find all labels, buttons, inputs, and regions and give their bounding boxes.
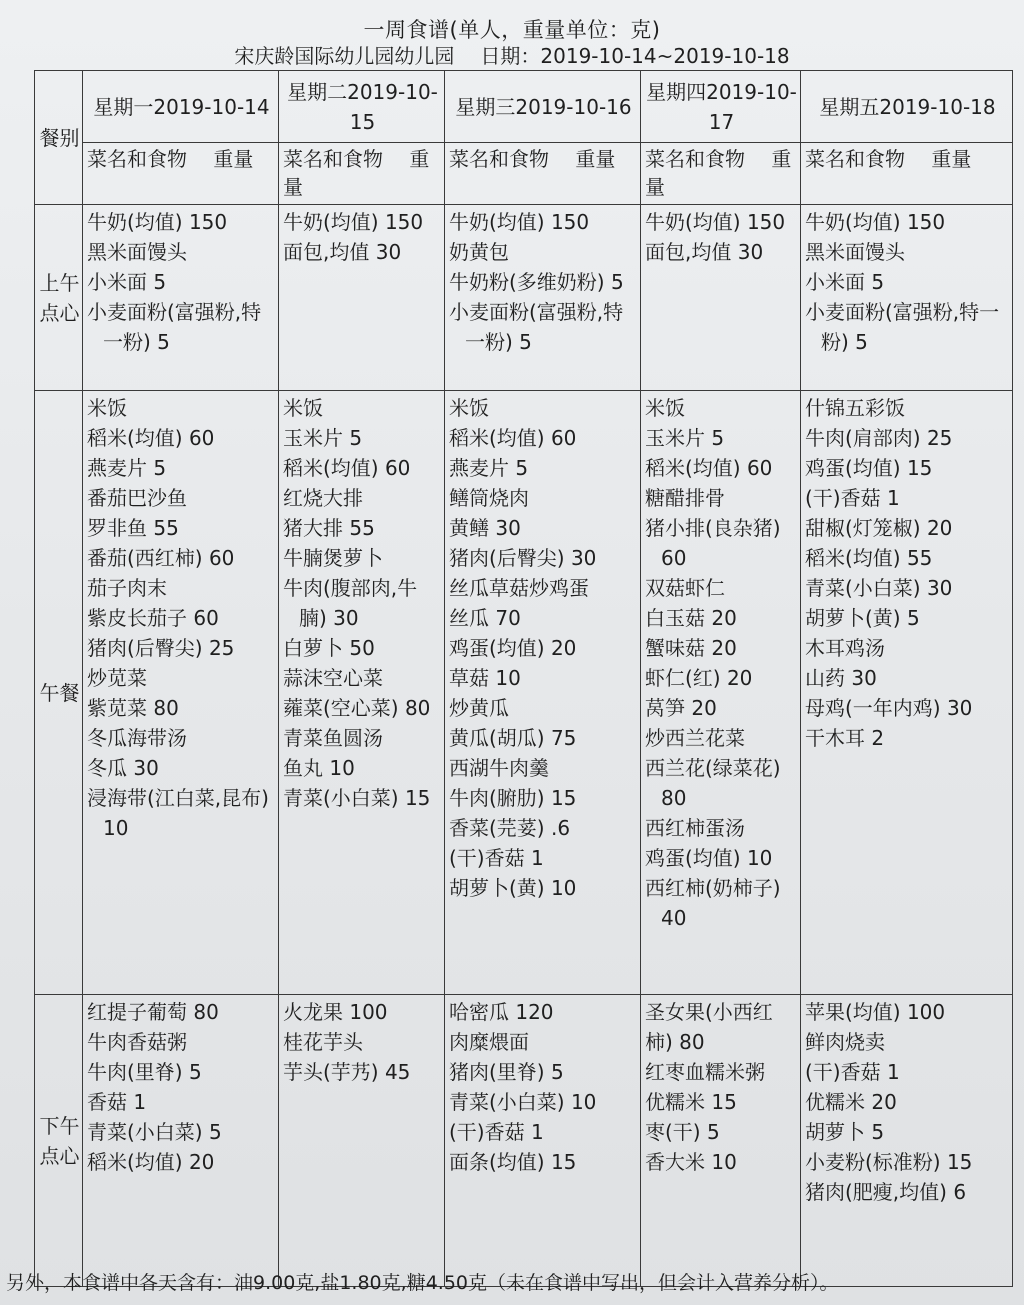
- ingredient: 牛肉(里脊) 5: [87, 1060, 202, 1084]
- dish-name: 鲜肉烧卖: [805, 1030, 885, 1054]
- subtitle: [0, 40, 1024, 69]
- ingredient: 鸡蛋(均值) 20: [449, 636, 577, 660]
- ingredient: 胡萝卜(黄) 5: [805, 606, 920, 630]
- ingredient: 稻米(均值) 60: [449, 426, 577, 450]
- ingredient: 优糯米 15: [645, 1090, 737, 1114]
- day-header: 星期二2019-10-15: [279, 71, 445, 143]
- dish-name: 炒苋菜: [87, 666, 147, 690]
- ingredient: 优糯米 20: [805, 1090, 897, 1114]
- day-cell: [83, 995, 279, 1287]
- dish-name: 肉糜煨面: [449, 1030, 529, 1054]
- day-cell: [279, 391, 445, 995]
- ingredient: 玉米片 5: [283, 426, 363, 450]
- ingredient: 猪肉(里脊) 5: [449, 1060, 564, 1084]
- ingredient: 牛奶粉(多维奶粉) 5: [449, 270, 624, 294]
- ingredient: 小麦面粉(富强粉,特一粉) 5: [805, 300, 1000, 354]
- dish-name: 西红柿蛋汤: [645, 816, 745, 840]
- ingredient: 猪大排 55: [283, 516, 375, 540]
- dish-name: 米饭: [87, 396, 127, 420]
- ingredient: 冬瓜 30: [87, 756, 159, 780]
- dish-name: 哈密瓜 120: [449, 1000, 554, 1024]
- ingredient: 稻米(均值) 55: [805, 546, 933, 570]
- dish-name: 奶黄包: [449, 240, 509, 264]
- dish-name: 黑米面馒头: [805, 240, 905, 264]
- dish-name: 丝瓜草菇炒鸡蛋: [449, 576, 589, 600]
- day-cell: [279, 995, 445, 1287]
- ingredient: 罗非鱼 55: [87, 516, 179, 540]
- date-range: 日期：2019-10-14~2019-10-18: [480, 44, 790, 68]
- ingredient: (干)香菇 1: [805, 1060, 900, 1084]
- ingredient: 黄瓜(胡瓜) 75: [449, 726, 577, 750]
- dish-name: 米饭: [283, 396, 323, 420]
- ingredient: 山药 30: [805, 666, 877, 690]
- ingredient: 紫苋菜 80: [87, 696, 179, 720]
- day-cell: [801, 205, 1013, 391]
- dish-name: 糖醋排骨: [645, 486, 725, 510]
- dish-name: 圣女果(小西红柿) 80: [645, 1000, 773, 1054]
- dish-name: 牛奶(均值) 150: [87, 210, 228, 234]
- dish-name: 米饭: [645, 396, 685, 420]
- ingredient: 紫皮长茄子 60: [87, 606, 219, 630]
- ingredient: 猪小排(良杂猪) 60: [645, 516, 781, 570]
- dish-name: 火龙果 100: [283, 1000, 388, 1024]
- ingredient: 小麦面粉(富强粉,特一粉) 5: [87, 300, 262, 354]
- footer-note: 另外，本食谱中各天含有：油9.00克,盐1.80克,糖4.50克（未在食谱中写出，但会计入营养分析）。: [6, 1272, 839, 1294]
- dish-name: 木耳鸡汤: [805, 636, 885, 660]
- dish-name: 红枣血糯米粥: [645, 1060, 765, 1084]
- meal-row: [35, 205, 1013, 391]
- day-header: 星期一2019-10-14: [83, 71, 279, 143]
- dish-name: 牛奶(均值) 150: [645, 210, 786, 234]
- meal-row: [35, 391, 1013, 995]
- day-cell: [801, 995, 1013, 1287]
- ingredient: 芋头(芋艿) 45: [283, 1060, 411, 1084]
- day-cell: [279, 205, 445, 391]
- day-cell: [641, 995, 801, 1287]
- meal-row: [35, 995, 1013, 1287]
- ingredient: 青菜(小白菜) 15: [283, 786, 431, 810]
- dish-name: 什锦五彩饭: [805, 396, 905, 420]
- sub-header: 菜名和食物 重量: [801, 143, 1013, 205]
- dish-name: 鳝筒烧肉: [449, 486, 529, 510]
- day-cell: [445, 205, 641, 391]
- dish-name: 牛奶(均值) 150: [283, 210, 424, 234]
- day-cell: [641, 391, 801, 995]
- ingredient: 香菇 1: [87, 1090, 147, 1114]
- ingredient: 胡萝卜 5: [805, 1120, 885, 1144]
- dish-name: 黑米面馒头: [87, 240, 187, 264]
- day-cell: [445, 995, 641, 1287]
- dish-name: 面包,均值 30: [283, 240, 402, 264]
- ingredient: 胡萝卜(黄) 10: [449, 876, 577, 900]
- day-cell: [83, 391, 279, 995]
- dish-name: 冬瓜海带汤: [87, 726, 187, 750]
- dish-name: 苹果(均值) 100: [805, 1000, 946, 1024]
- dish-name: 茄子肉末: [87, 576, 167, 600]
- meal-label: 上午点心: [35, 205, 83, 391]
- dish-name: 番茄巴沙鱼: [87, 486, 187, 510]
- day-header: 星期三2019-10-16: [445, 71, 641, 143]
- ingredient: (干)香菇 1: [449, 1120, 544, 1144]
- dish-name: 牛奶(均值) 150: [449, 210, 590, 234]
- ingredient: (干)香菇 1: [805, 486, 900, 510]
- dish-name: 炒黄瓜: [449, 696, 509, 720]
- dish-name: 双菇虾仁: [645, 576, 725, 600]
- dish-name: 牛肉香菇粥: [87, 1030, 187, 1054]
- ingredient: 青菜(小白菜) 10: [449, 1090, 597, 1114]
- day-cell: [641, 205, 801, 391]
- ingredient: 鸡蛋(均值) 10: [645, 846, 773, 870]
- dish-name: 青菜鱼圆汤: [283, 726, 383, 750]
- ingredient: 猪肉(肥瘦,均值) 6: [805, 1180, 967, 1204]
- ingredient: 白玉菇 20: [645, 606, 737, 630]
- day-cell: [83, 205, 279, 391]
- ingredient: 枣(干) 5: [645, 1120, 720, 1144]
- ingredient: 浸海带(江白菜,昆布) 10: [87, 786, 269, 840]
- dish-name: 桂花芋头: [283, 1030, 363, 1054]
- ingredient: 稻米(均值) 20: [87, 1150, 215, 1174]
- ingredient: 猪肉(后臀尖) 30: [449, 546, 597, 570]
- ingredient: 青菜(小白菜) 30: [805, 576, 953, 600]
- ingredient: 蕹菜(空心菜) 80: [283, 696, 431, 720]
- sub-header: 菜名和食物 重量: [279, 143, 445, 205]
- ingredient: 小米面 5: [87, 270, 167, 294]
- ingredient: 燕麦片 5: [449, 456, 529, 480]
- sub-header: 菜名和食物 重量: [641, 143, 801, 205]
- dish-name: 红提子葡萄 80: [87, 1000, 219, 1024]
- ingredient: 甜椒(灯笼椒) 20: [805, 516, 953, 540]
- ingredient: 小麦面粉(富强粉,特一粉) 5: [449, 300, 624, 354]
- dish-name: 红烧大排: [283, 486, 363, 510]
- ingredient: 小米面 5: [805, 270, 885, 294]
- day-header: 星期四2019-10-17: [641, 71, 801, 143]
- sub-header: 菜名和食物 重量: [445, 143, 641, 205]
- ingredient: 牛肉(腑肋) 15: [449, 786, 577, 810]
- ingredient: 丝瓜 70: [449, 606, 521, 630]
- category-header: 餐别: [35, 71, 83, 205]
- dish-name: 面包,均值 30: [645, 240, 764, 264]
- ingredient: 草菇 10: [449, 666, 521, 690]
- page-title: 一周食谱(单人，重量单位：克): [363, 18, 661, 42]
- ingredient: 番茄(西红柿) 60: [87, 546, 235, 570]
- ingredient: 青菜(小白菜) 5: [87, 1120, 222, 1144]
- dish-name: 西湖牛肉羹: [449, 756, 549, 780]
- ingredient: 蟹味菇 20: [645, 636, 737, 660]
- ingredient: 鸡蛋(均值) 15: [805, 456, 933, 480]
- sub-header-row: [35, 143, 1013, 205]
- ingredient: 西红柿(奶柿子) 40: [645, 876, 781, 930]
- ingredient: 西兰花(绿菜花) 80: [645, 756, 781, 810]
- ingredient: 虾仁(红) 20: [645, 666, 753, 690]
- ingredient: 莴笋 20: [645, 696, 717, 720]
- school-name: 宋庆龄国际幼儿园幼儿园: [234, 44, 455, 68]
- dish-name: 牛腩煲萝卜: [283, 546, 383, 570]
- ingredient: 稻米(均值) 60: [645, 456, 773, 480]
- ingredient: 玉米片 5: [645, 426, 725, 450]
- dish-name: 米饭: [449, 396, 489, 420]
- ingredient: 香大米 10: [645, 1150, 737, 1174]
- ingredient: 黄鳝 30: [449, 516, 521, 540]
- dish-name: 蒜沫空心菜: [283, 666, 383, 690]
- day-cell: [801, 391, 1013, 995]
- ingredient: 香菜(芫荽) .6: [449, 816, 571, 840]
- ingredient: (干)香菇 1: [449, 846, 544, 870]
- meal-label: 午餐: [35, 391, 83, 995]
- dish-name: 牛奶(均值) 150: [805, 210, 946, 234]
- day-header: 星期五2019-10-18: [801, 71, 1013, 143]
- ingredient: 小麦粉(标准粉) 15: [805, 1150, 973, 1174]
- ingredient: 牛肉(肩部肉) 25: [805, 426, 953, 450]
- dish-name: 炒西兰花菜: [645, 726, 745, 750]
- ingredient: 鱼丸 10: [283, 756, 355, 780]
- day-cell: [445, 391, 641, 995]
- meal-label: 下午点心: [35, 995, 83, 1287]
- day-header-row: [35, 71, 1013, 143]
- weekly-menu-table: [34, 70, 1013, 1287]
- ingredient: 面条(均值) 15: [449, 1150, 577, 1174]
- ingredient: 稻米(均值) 60: [87, 426, 215, 450]
- ingredient: 稻米(均值) 60: [283, 456, 411, 480]
- ingredient: 干木耳 2: [805, 726, 885, 750]
- ingredient: 白萝卜 50: [283, 636, 375, 660]
- ingredient: 猪肉(后臀尖) 25: [87, 636, 235, 660]
- ingredient: 母鸡(一年内鸡) 30: [805, 696, 973, 720]
- ingredient: 牛肉(腹部肉,牛腩) 30: [283, 576, 418, 630]
- ingredient: 燕麦片 5: [87, 456, 167, 480]
- sub-header: 菜名和食物 重量: [83, 143, 279, 205]
